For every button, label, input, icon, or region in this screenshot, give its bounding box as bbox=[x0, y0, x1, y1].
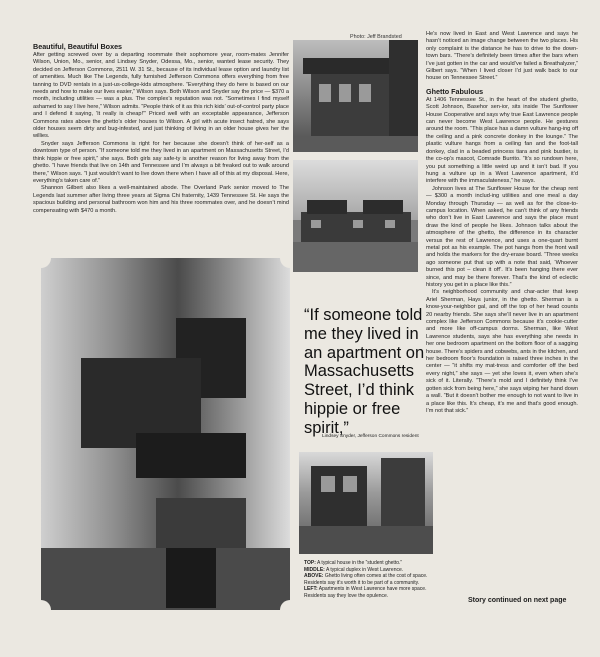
paragraph: It’s neighborhood community and char-acter that keep Ariel Sherman, Hays junior, in the ghetto. Sherman is a know-your-neighbor gal, and off the top of her head counts 20 nearby friends. She says she’ll never live in an apartment complex like Jefferson Commons because it’s cookie-cutter and more like off-campus dorms. Sherman, like West Lawrence students, says she has everything she needs in her one bedroom apartment on the bottom floor of a sagging house. There’s spiders and cobwebs, ants in the kitchen, and her bedroom floor’s foundation is raised three inches in the center — “it shifts my mat-tress and comforter off the bed every night,” she says — yet she loves it, even when she’s sick of it. Literally. “There’s mold and I definitely think I’ve gotten sick from being here,” she says wiping her hand down a wall. “But it doesn’t bother me enough to not want to live in a place like this. It’s cheap, it’s me and that’s good enough. I’m not that sick.” bbox=[426, 289, 578, 414]
paragraph: He’s now lived in East and West Lawrence and says he hasn’t noticed an image change between the two places. His only complaint is the distance he has to drive to the down-town bars. “There’s definitely been times after the bars when I’ve just gotten in the car and would’ve failed a Breathalyzer,” Gilbert says. “When I lived closer I’d just walk back to our house on Tennessee Street.” bbox=[426, 31, 578, 82]
pull-quote: “If someone told me they lived in an apartment on Massachusetts Street, I’d think hippie or free spirit,” bbox=[304, 306, 425, 437]
photo-caption bbox=[304, 560, 429, 600]
paragraph: Shannon Gilbert also likes a well-maintained abode. The Overland Park senior moved to The Legends last summer after living three years at Sigma Chi fraternity, 1439 Tennessee St. He says the spacious building and personal bathroom won him and his three roommates over, and he doesn’t mind compensating with $470 a month. bbox=[33, 185, 289, 214]
section-heading-ghetto: Ghetto Fabulous bbox=[426, 86, 484, 96]
photo-ghetto-living bbox=[299, 452, 433, 554]
paragraph: Johnson lives at The Sunflower House for the cheap rent — $300 a month includ-ing utilities and one meal a day Monday through Thursday — as well as for the close-to-campus location. When asked, he can’t think of any friends who don’t live in East Lawrence and says the place must draw the kind of people he likes. Johnson talks about the atmosphere of the ghetto, the difference in its character versus the rest of Lawrence, and uses a one-quart burnt metal pot as his example. The pot hangs from the front wall and holds the markers for the dry-erase board. “Three weeks ago someone put that up with a note that said, ‘Whoever burned this pot – clean it off’. It’s been hanging there ever since, and may be there forever. That’s the kind of eclectic history you get in a place like this.” bbox=[426, 185, 578, 288]
section-heading-boxes: Beautiful, Beautiful Boxes bbox=[33, 42, 123, 51]
caption-line: MIDDLE: A typical duplex in West Lawrence. bbox=[304, 566, 404, 573]
caption-line: ABOVE: Ghetto living often comes at the cost of space. Residents say it’s worth it to be part of a community. bbox=[304, 573, 428, 586]
paragraph: Snyder says Jefferson Commons is right for her because she doesn’t think of her-self as a downtown type of person. “If someone told me they lived in an apartment on Massachusetts Street, I’d think hippie or free spirit,” she says. Both girls say safe-ty is another reason for living away from the ghetto. “I have friends that live on 14th and Tennessee and I’m always a bit freaked out to walk around there,” Wilson says. “I just wouldn’t want to live down there when I have all of this at my disposal. Here, everything’s taken care of.” bbox=[33, 140, 289, 184]
paragraph: After getting screwed over by a departing roommate their sophomore year, room-mates Jennifer Wilson, Union, Mo., senior, and Lindsey Snyder, Odessa, Mo., senior, wanted lease security. They decided on Jefferson Commons, 2511 W. 31 St., because of its individual lease option and laundry list of amenities. Much like The Legends, fully furnished Jefferson Commons offers everything from free tanning to DVD rentals in a just-us-college-kids atmosphere. “Everything they do here is based on our needs and how to make our lives easier,” Wilson says. Both Wilson and Snyder say the price — $370 a month, including utilities — was a plus. The complex’s reputation was not. “Sometimes I find myself ashamed to say I live here,” Wilson admits. “People think of it as this rich kids’ out-of-control party place and I defend it saying, ‘It really is cheap!’” Priced well with an exceptable appearance, Jefferson Commons rates above the ghetto’s older houses to Wilson. A girl with acute insect hatred, she says older houses seem dirty and bug-infested, and just thinking of living in an older house gives her the willies. bbox=[33, 52, 289, 140]
pull-quote-attribution: Lindsey Snyder, Jefferson Commons resident bbox=[322, 434, 419, 439]
caption-line: LEFT: Apartments in West Lawrence have more space. Residents say they love the opulence. bbox=[304, 586, 427, 599]
photo-credit: Photo: Jeff Brandsted bbox=[350, 34, 402, 40]
caption-line: TOP: A typical house in the “student ghetto.” bbox=[304, 560, 403, 566]
photo-west-duplex bbox=[293, 160, 418, 272]
right-column bbox=[426, 31, 578, 415]
left-column bbox=[33, 42, 289, 215]
photo-ghetto-house bbox=[293, 40, 418, 152]
continued-note: Story continued on next page bbox=[468, 597, 567, 604]
paragraph: At 1406 Tennessee St., in the heart of the student ghetto, Scott Johnson, Basehor sen-ior, sits inside The Sunflower House Cooperative and says why true East Lawrence people can never become West Lawrence people. He gestures around the room. “This place has a damn vulture hang-ing off the ceiling and a pink concrete donkey in the lounge.” The plastic vulture hangs from a ceiling fan and the foot-tall donkey, clad in a beaded princess tiara and pink bustier, is the co-op’s mascot, Comrade Burrito. “It’s so rundown here, you put something a little weird up and it isn’t bad. If you hung a vulture up in a West Lawrence apartment, it’d interfere with the immaculateness,” he says. bbox=[426, 96, 578, 185]
photo-apartment-interior bbox=[41, 258, 290, 610]
